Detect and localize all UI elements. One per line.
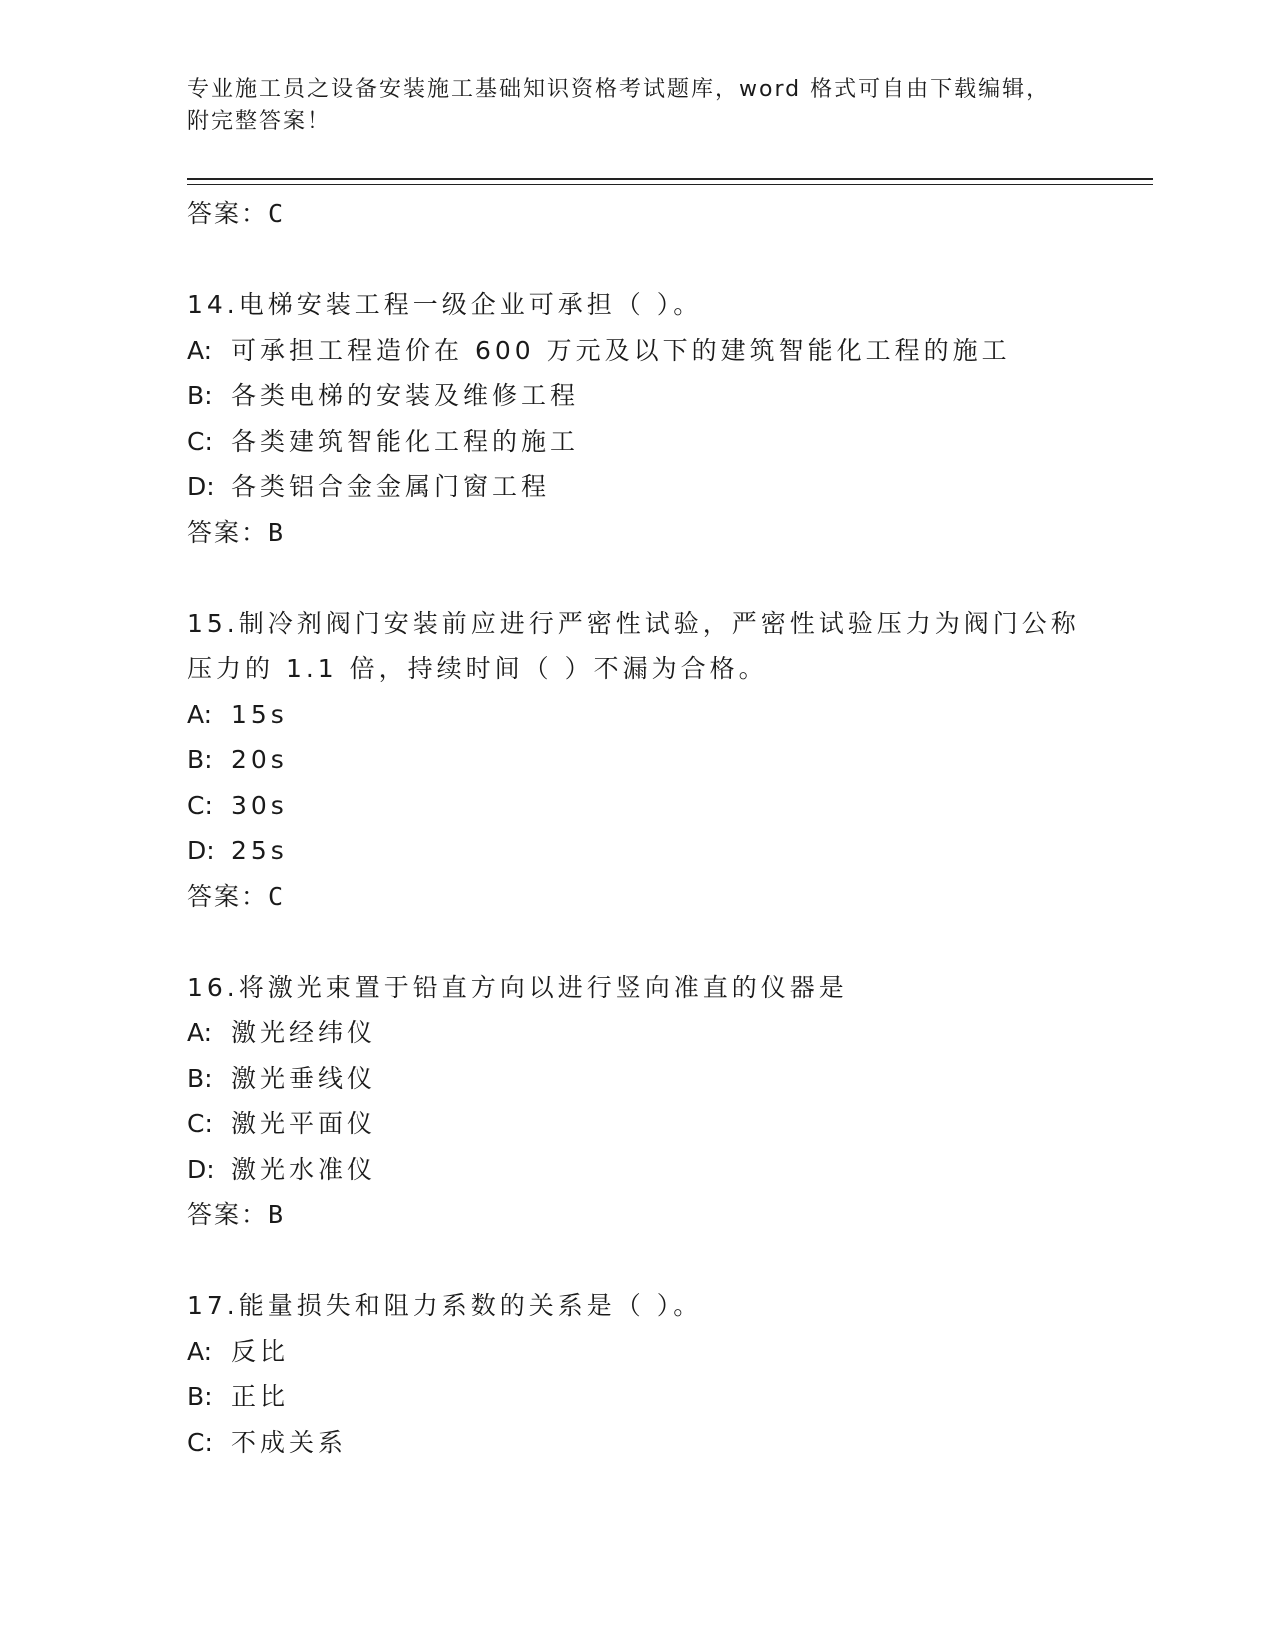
question-16	[187, 965, 1153, 1238]
option-b	[187, 1374, 1153, 1420]
header-divider-thick	[187, 178, 1153, 180]
option-c	[187, 419, 1153, 465]
header-line-2: 附完整答案！	[187, 109, 332, 134]
answer-line	[187, 1192, 1153, 1238]
question-14	[187, 282, 1153, 555]
answer-label: 答案：	[187, 1200, 269, 1229]
option-letter: D:	[187, 1154, 215, 1184]
spacer	[187, 1238, 1153, 1284]
option-text: 激光平面仪	[231, 1109, 377, 1138]
option-text: 不成关系	[231, 1427, 348, 1457]
option-letter: B:	[187, 381, 213, 410]
option-c	[187, 1101, 1153, 1147]
option-text: 正比	[231, 1382, 290, 1411]
option-text: 激光垂线仪	[231, 1063, 377, 1093]
spacer	[187, 555, 1153, 601]
option-b	[187, 1056, 1153, 1102]
option-letter: A:	[187, 699, 213, 729]
spacer	[187, 919, 1153, 965]
question-list	[187, 191, 1153, 1465]
option-d	[187, 828, 1153, 874]
option-letter: A:	[187, 335, 213, 365]
option-text: 各类铝合金金属门窗工程	[231, 472, 551, 501]
question-stem: 16.将激光束置于铅直方向以进行竖向准直的仪器是	[187, 972, 848, 1002]
option-a	[187, 328, 1153, 374]
spacer	[187, 237, 1153, 283]
option-letter: C:	[187, 790, 213, 820]
option-letter: A:	[187, 1018, 213, 1047]
option-letter: C:	[187, 1109, 213, 1138]
question-stem-line-2: 压力的 1.1 倍，持续时间（ ）不漏为合格。	[187, 654, 768, 683]
option-letter: D:	[187, 472, 215, 501]
option-letter: C:	[187, 1427, 213, 1457]
option-letter: D:	[187, 836, 215, 865]
option-d	[187, 464, 1153, 510]
header-divider-thin	[187, 184, 1153, 185]
option-letter: B:	[187, 745, 213, 774]
option-letter: B:	[187, 1063, 213, 1093]
option-a	[187, 1010, 1153, 1056]
option-d	[187, 1147, 1153, 1193]
answer-value: C	[268, 199, 284, 228]
question-stem: 17.能量损失和阻力系数的关系是（ ）。	[187, 1291, 703, 1320]
option-text: 25s	[231, 836, 288, 865]
option-text: 30s	[231, 790, 288, 820]
option-text: 各类电梯的安装及维修工程	[231, 381, 580, 410]
header-line-1: 专业施工员之设备安装施工基础知识资格考试题库，word 格式可自由下载编辑，	[187, 77, 1051, 102]
option-text: 可承担工程造价在 600 万元及以下的建筑智能化工程的施工	[231, 335, 1011, 365]
option-a	[187, 692, 1153, 738]
option-text: 反比	[231, 1336, 290, 1366]
answer-line	[187, 191, 1153, 237]
answer-line	[187, 510, 1153, 556]
answer-label: 答案：	[187, 881, 269, 911]
question-stem-line-1: 15.制冷剂阀门安装前应进行严密性试验，严密性试验压力为阀门公称	[187, 608, 1080, 638]
option-c	[187, 783, 1153, 829]
option-letter: A:	[187, 1336, 213, 1366]
option-text: 各类建筑智能化工程的施工	[231, 426, 580, 456]
option-c	[187, 1420, 1153, 1466]
option-text: 激光经纬仪	[231, 1018, 377, 1047]
question-stem: 14.电梯安装工程一级企业可承担（ ）。	[187, 290, 703, 319]
option-text: 激光水准仪	[231, 1154, 377, 1184]
option-b	[187, 737, 1153, 783]
option-letter: C:	[187, 426, 213, 456]
option-text: 20s	[231, 745, 288, 774]
answer-value: B	[268, 517, 284, 547]
answer-label: 答案：	[187, 517, 269, 547]
option-b	[187, 373, 1153, 419]
question-17	[187, 1283, 1153, 1465]
option-letter: B:	[187, 1382, 213, 1411]
answer-value: B	[268, 1200, 284, 1229]
answer-label: 答案：	[187, 199, 269, 228]
option-text: 15s	[231, 699, 288, 729]
question-15	[187, 601, 1153, 920]
answer-line	[187, 874, 1153, 920]
document-header	[187, 74, 1087, 138]
option-a	[187, 1329, 1153, 1375]
answer-value: C	[268, 881, 284, 911]
